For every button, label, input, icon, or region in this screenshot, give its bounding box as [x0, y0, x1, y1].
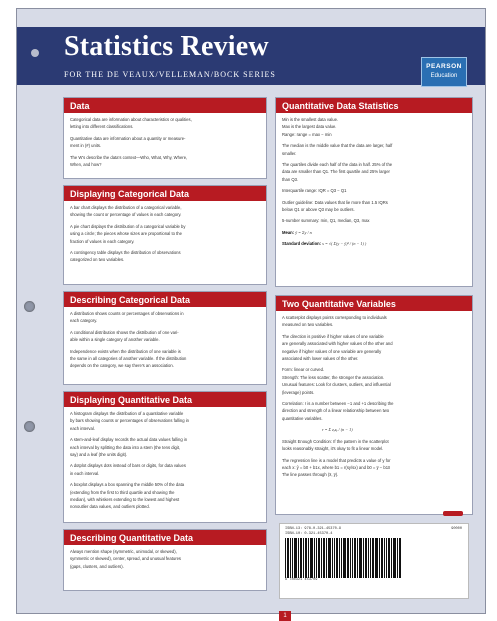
text-line: The regression line is a model that predicts a value of y for — [282, 457, 391, 463]
data-line: letting into different classifications. — [70, 124, 134, 130]
red-tab-marker — [443, 511, 463, 516]
text-line: Independence exists when the distribution of one variable is — [70, 348, 181, 354]
page-number: 1 — [279, 611, 291, 621]
text-line: each category. — [70, 318, 98, 324]
data-line: Categorical data are information about characteristics or qualities, — [70, 117, 192, 122]
section-header-describing-categorical: Describing Categorical Data — [64, 292, 266, 307]
text-line: the same in all categories of another variable. If the distribution — [70, 356, 187, 362]
panel-data — [63, 97, 267, 179]
text-line: A contingency table displays the distribution of observations — [70, 250, 181, 256]
panel-two-quantitative — [275, 295, 473, 515]
text-line: The direction is positive if higher values of one variable — [282, 333, 384, 339]
text-line: categorized on two variables. — [70, 257, 125, 263]
text-line: (gaps, clusters, and outliers). — [70, 563, 124, 569]
panel-quantitative-statistics — [275, 97, 473, 287]
text-line: using a circle; the pieces whose sizes are proportional to the — [70, 231, 182, 237]
text-line: quantitative variables. — [282, 415, 323, 421]
sd-formula-row — [282, 241, 466, 246]
text-line: The line passes through (x̄, ȳ). — [282, 472, 339, 478]
section-header-quantitative-statistics: Quantitative Data Statistics — [276, 98, 472, 113]
price-code: 90000 — [451, 527, 462, 531]
text-line: showing the count or percentage of values in each category. — [70, 212, 182, 218]
text-line: are generally associated with higher values of the other and — [282, 341, 393, 347]
text-line: fraction of values in each category. — [70, 238, 135, 244]
isbn-13: ISBN-13: 978-0-321-45370-9 — [285, 527, 342, 531]
barcode-area — [279, 523, 469, 599]
text-line: A dotplot displays dots instead of bars or digits, for data values — [70, 463, 186, 469]
text-line: The median is the middle value that the data are larger, half — [282, 143, 393, 149]
mean-label: Mean: — [282, 229, 295, 235]
text-line: A stem-and-leaf display records the actual data values falling in — [70, 437, 188, 443]
text-line: each interval. — [70, 425, 95, 431]
data-line: Quantitative data are information about a quantity or measure- — [70, 135, 186, 141]
text-line: depends on the category, we say there's an association. — [70, 363, 174, 369]
section-header-displaying-quantitative: Displaying Quantitative Data — [64, 392, 266, 407]
text-line: A histogram displays the distribution of a quantitative variable — [70, 411, 184, 416]
text-line: Max is the largest data value. — [282, 124, 337, 130]
text-line: Always mention shape (symmetric, unimodal, or skewed), — [70, 549, 177, 554]
text-line: Interquartile range: IQR = Q3 − Q1 — [282, 188, 347, 194]
section-header-describing-quantitative: Describing Quantitative Data — [64, 530, 266, 545]
text-line: Strength: The less scatter, the stronger the association. — [282, 374, 385, 380]
text-line: median), with whiskers extending to the lowest and highest — [70, 497, 180, 503]
text-line: associated with lower values of the other. — [282, 356, 359, 362]
text-line: direction and strength of a linear relationship between two — [282, 408, 390, 414]
data-line: When, and how? — [70, 162, 102, 168]
sd-label: Standard deviation: — [282, 241, 322, 247]
text-line: A bar chart displays the distribution of a categorical variable, — [70, 205, 182, 210]
publisher-division: Education — [430, 73, 458, 79]
text-line: able within a single category of another variable. — [70, 337, 160, 343]
text-line: A scatterplot displays points corresponding to individuals — [282, 315, 387, 320]
correlation-formula: r = Σ zₓzᵧ / (n − 1) — [322, 427, 353, 433]
text-line: negative if higher values of one variable are generally — [282, 348, 382, 354]
text-line: each x: ŷ = b0 + b1x, where b1 = r(sy/sx) and b0 = ȳ − b1x̄ — [282, 464, 391, 470]
panel-describing-quantitative — [63, 529, 267, 591]
text-line: each interval by splitting the data into a stem (the tens digit, — [70, 444, 181, 450]
text-line: in each interval. — [70, 470, 100, 476]
text-line: smaller. — [282, 150, 297, 156]
text-line: A boxplot displays a box spanning the middle 50% of the data — [70, 482, 185, 488]
text-line: A conditional distribution shows the distribution of one vari- — [70, 329, 179, 335]
section-header-two-quantitative: Two Quantitative Variables — [276, 296, 472, 311]
binder-hole-bottom — [24, 421, 35, 432]
text-line: symmetric or skewed), center, spread, and unusual features — [70, 556, 182, 562]
text-line: The quartiles divide each half of the data in half. 25% of the — [282, 162, 393, 168]
text-line: Form: linear or curved. — [282, 367, 325, 373]
series-subtitle: FOR THE DE VEAUX/VELLEMAN/BOCK SERIES — [64, 70, 276, 79]
review-sheet — [16, 8, 486, 619]
text-line: (leverage) points. — [282, 389, 315, 395]
text-line: A pie chart displays the distribution of a categorical variable by — [70, 223, 186, 229]
text-line: 5-number summary: min, Q1, median, Q3, max — [282, 218, 370, 224]
text-line: than Q3. — [282, 176, 299, 182]
data-line: ment in (#) units. — [70, 143, 102, 149]
text-line: below Q1 or above Q3 may be outliers. — [282, 207, 355, 213]
mean-formula-row — [282, 230, 466, 235]
isbn-10: ISBN-10: 0-321-45370-4 — [285, 531, 333, 536]
section-header-data: Data — [64, 98, 266, 113]
text-line: Outlier guideline: Data values that lie more than 1.5 IQRs — [282, 199, 388, 205]
text-line: (extending from the first to third quartile and showing the — [70, 489, 175, 495]
text-line: A distribution shows counts or percentages of observations in — [70, 311, 184, 316]
bullet-dot — [31, 49, 39, 57]
publisher-logo — [421, 57, 467, 87]
text-line: Unusual features: Look for clusters, outliers, and influential — [282, 382, 391, 388]
panel-describing-categorical — [63, 291, 267, 385]
barcode — [285, 538, 463, 578]
sd-formula: s = √( Σ(y − ȳ)² / (n − 1) ) — [322, 241, 367, 247]
text-line: Correlation: r is a number between −1 and +1 describing the — [282, 401, 394, 407]
text-line: measured on two variables. — [282, 322, 334, 328]
panel-displaying-quantitative — [63, 391, 267, 523]
title-banner — [17, 27, 485, 85]
page-title: Statistics Review — [64, 31, 269, 62]
binder-hole-top — [24, 301, 35, 312]
text-line: looks reasonably straight, it's okay to fit a linear model. — [282, 446, 384, 452]
data-line: The W's describe the data's context—Who, What, Why, Where, — [70, 154, 188, 160]
text-line: by bars showing counts or percentages of observations falling in — [70, 418, 189, 424]
panel-displaying-categorical — [63, 185, 267, 285]
barcode-digits: 9 780321 453709 — [285, 578, 318, 583]
publisher-name: PEARSON — [426, 63, 462, 70]
text-line: Range: range = max − min — [282, 131, 332, 137]
text-line: Straight Enough Condition: If the pattern in the scatterplot — [282, 438, 389, 444]
text-line: Min is the smallest data value. — [282, 117, 339, 122]
mean-formula: ȳ = Σy / n — [295, 229, 312, 235]
text-line: data are smaller than Q1. The first quartile and 25% larger — [282, 169, 390, 175]
text-line: nonoutlier data values, and outliers plotted. — [70, 504, 150, 510]
text-line: say) and a leaf (the units digit). — [70, 452, 128, 458]
section-header-displaying-categorical: Displaying Categorical Data — [64, 186, 266, 201]
